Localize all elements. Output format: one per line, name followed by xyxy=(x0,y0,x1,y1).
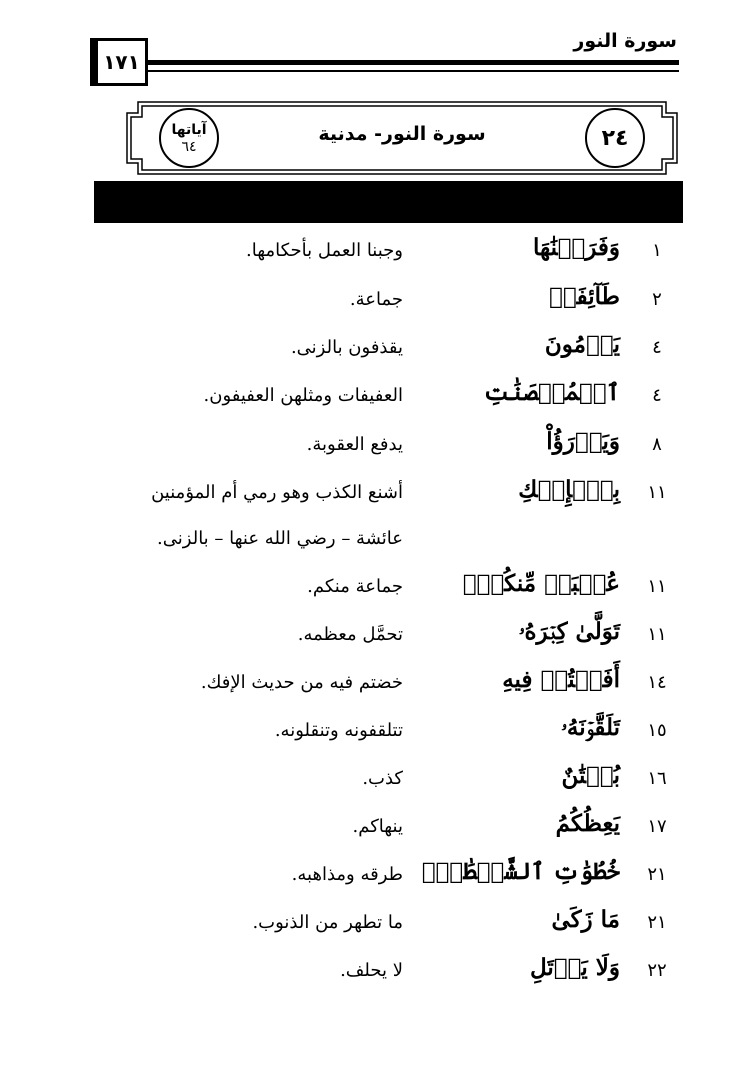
page-number: ١٧١ xyxy=(93,41,145,83)
meaning-line: تتلقفونه وتنقلونه. xyxy=(274,720,403,741)
verse-number: ١ xyxy=(652,240,662,261)
word-meaning xyxy=(103,281,403,319)
verse-number: ١٤ xyxy=(647,672,667,693)
word-meaning xyxy=(103,426,403,464)
meaning-line: ينهاكم. xyxy=(352,816,403,837)
quran-word: طَآئِفَةٞ xyxy=(549,283,620,310)
verse-count: ٦٤ xyxy=(181,138,197,155)
quran-word: بِٱلۡإِفۡكِ xyxy=(518,476,620,503)
verse-number: ٢١ xyxy=(647,912,667,933)
word-meaning xyxy=(103,329,403,367)
word-meaning xyxy=(103,232,403,270)
word-meaning xyxy=(103,760,403,798)
meaning-line: وجبنا العمل بأحكامها. xyxy=(245,240,403,261)
verse-number: ٤ xyxy=(652,337,662,358)
surah-banner-title: سورة النور- مدنية xyxy=(318,123,486,145)
verse-number: ٢١ xyxy=(647,864,667,885)
verse-number: ١١ xyxy=(647,482,667,503)
verse-number: ١٦ xyxy=(647,768,667,789)
verse-number: ٢٢ xyxy=(647,960,667,981)
word-meaning xyxy=(103,808,403,846)
meaning-line: جماعة. xyxy=(349,289,403,310)
verse-number: ١١ xyxy=(647,576,667,597)
word-meaning xyxy=(103,856,403,894)
meaning-line: تحمَّل معظمه. xyxy=(297,624,403,645)
quran-word: تَلَقَّوۡنَهُۥ xyxy=(561,714,620,741)
word-meaning xyxy=(103,664,403,702)
meaning-line: طرقه ومذاهبه. xyxy=(291,864,403,885)
quran-word: مَا زَكَىٰ xyxy=(551,906,620,933)
quran-word: بُهۡتَٰنٌ xyxy=(561,762,620,789)
word-meaning xyxy=(103,616,403,654)
meaning-line: لا يحلف. xyxy=(340,960,403,981)
meaning-line: خضتم فيه من حديث الإفك. xyxy=(200,672,403,693)
meaning-line: عائشة – رضي الله عنها – بالزنى. xyxy=(157,528,403,549)
verse-number: ١٧ xyxy=(647,816,667,837)
word-meaning xyxy=(103,474,403,558)
meaning-line: يقذفون بالزنى. xyxy=(290,337,403,358)
verse-number: ٢ xyxy=(652,289,662,310)
word-meaning xyxy=(103,712,403,750)
meaning-line: ما تطهر من الذنوب. xyxy=(252,912,403,933)
quran-word: يَرۡمُونَ xyxy=(544,331,620,358)
quran-word: وَفَرَضۡنَٰهَا xyxy=(533,234,620,261)
running-header-title: سورة النور xyxy=(573,30,677,52)
quran-word: يَعِظُكُمُ xyxy=(555,810,620,837)
meaning-line: جماعة منكم. xyxy=(307,576,403,597)
quran-word: أَفَضۡتُمۡ فِيهِ xyxy=(502,666,620,693)
meaning-line: كذب. xyxy=(362,768,403,789)
word-meaning xyxy=(103,568,403,606)
page-number-box xyxy=(90,38,148,86)
quran-word: تَوَلَّىٰ كِبۡرَهُۥ xyxy=(518,618,620,645)
word-meaning xyxy=(103,904,403,942)
word-meaning xyxy=(103,952,403,990)
verse-number: ١٥ xyxy=(647,720,667,741)
verse-number: ٨ xyxy=(652,434,662,455)
quran-word: خُطُوَٰتِ ٱلشَّيۡطَٰنِۚ xyxy=(421,858,620,885)
meaning-line: أشنع الكذب وهو رمي أم المؤمنين xyxy=(151,482,403,503)
verse-number: ١١ xyxy=(647,624,667,645)
quran-word: وَلَا يَأۡتَلِ xyxy=(529,954,620,981)
meaning-line: يدفع العقوبة. xyxy=(306,434,403,455)
quran-word: عُصۡبَةٞ مِّنكُمۡۚ xyxy=(462,570,620,597)
quran-word: وَيَدۡرَؤُاْ xyxy=(546,428,620,455)
surah-number: ٢٤ xyxy=(601,125,629,151)
word-meaning xyxy=(103,377,403,415)
meaning-line: العفيفات ومثلهن العفيفون. xyxy=(203,385,403,406)
verse-number: ٤ xyxy=(652,385,662,406)
quran-word: ٱلۡمُحۡصَنَٰتِ xyxy=(483,379,620,406)
verse-count-label: آياتها xyxy=(171,121,207,138)
